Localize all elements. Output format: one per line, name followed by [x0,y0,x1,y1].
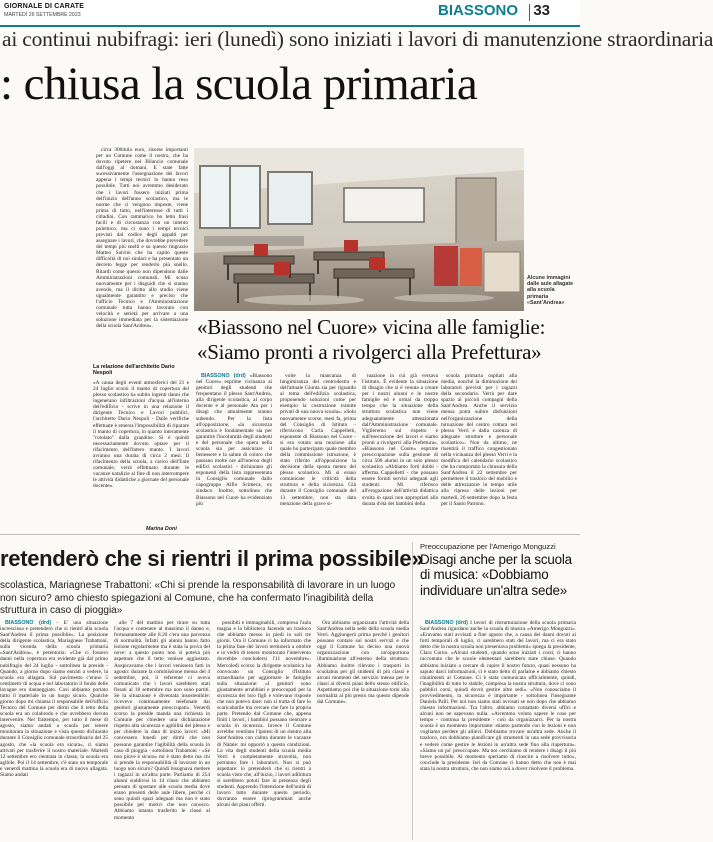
third-story-col2-text: alle 7 del mattino per tirare su tutta l'acqua e contenere al massimo il danno e, fortunatamente alle 8.20 c'era una parvenza di normalità. Infatti gli alunni hanno fatto lezione regolarmente ma è stata la prova del nove: a questo punto non si poteva più aspettare che il tetto venisse aggiustato. Auspicavamo che i lavori venissero fatti in agosto: durante la commissione mensa del 4 settembre, poi, il referente ci aveva comunicato che i lavori sarebbero stati fissati al 18 settembre ma non sono partiti. Se la situazione è diventata insostenibile: ricevevo continuamente telefonate dai genitori giustamente preoccupati». Venerdì scorso la preside manda una richiesta in Comune per chiedere una dichiarazione rispetto alla sicurezza e agibilità del plesso e per chiedere la data di inizio lavori: «Mi concessero lunedì per dirmi che non possono garantire l'agibilità della scuola in caso di pioggia - sottolinea Trabattoni - «Se non piove è sicura» mi è stato detto ma chi si prende la responsabilità di lavorare in un luogo non sicuro? Quindi bisognava mettere i ragazzi in un'altra parte. Parliamo di 254 alunni suddivisi in 14 classi che abbiamo pensato di spostare alle scuola media dove erano presenti delle aule libere, perché ci sono quindi spazi adeguati ma non è stato possibile per motivi che non conosco. Abbiamo intanto trasferito le classi al momento [114,620,210,821]
issue-date: MARTEDÌ 26 SETTEMBRE 2023 [4,12,81,18]
second-story-col1-text: «Biassono nel Cuore» esprime vicinanza ai genitori degli studenti che frequentano il plesso Sant'Andrea, alla dirigente scolastica, al corpo docente e al personale Ata per i disagi che attualmente stanno subendo. Per la lista all'opposizione, «la sicurezza scolastica è fondamentale sia per garantire l'incolumità degli studenti e del personale che opera nella scuola sia per assicurare il benessere e la salute di coloro che passano molte ore all'interno degli edifici scolastici - dichiarano gli esponenti della lista rappresentata in Consiglio comunale dallo capogruppo Alfio Scimeca, ex sindaco. Inoltre, sottolinea che Biassono nel Cuore ha evidenziato più [196,373,272,507]
classroom-photo-image [194,148,524,311]
third-story-col3-text: possibili e immaginabili, compresa l'aula magna e la biblioteca facendo un trasloco che abbiamo messo in piedi in soli tre giorni. Ora il Comune ci ha informato che la prima fase dei lavori terminerà a ottobre e io vedrò di tenere monitorato l'intervento dovrebbe concludersi l'11 novembre». Mercoledì scorso la dirigente scolastica ha convocato un Consiglio d'Istituto straordinario per aggiornare le famiglie sulla situazione: «I genitori sono giustamente arrabbiati e preoccupati per la sicurezza dei loro figli e volevano risposte che non potevo dare: non si tratta di fare lo scaricabarile ma cercare che fare la propria parte. Pretendo dal Comune che, appena finiti i lavori, i bambini possano rientrare a scuola in sicurezza. Invece il Comune avrebbe ventilato l'ipotesi di un rientro alla Sant'Andrea con calma durante le vacanze di Natale: mi opporrò a questo condizioni. La vita degli studenti della scuola media Verri è completamente stravolta, non potranno fare i laboratori. Non si può aspettare: io pretenderò che si rientri a scuola visto che, all'inizio, i lavori adibitura si sarebbero potuti fare in presenza degli studenti. Apprendo l'intenzione dell'unità di lavoro tutto durante questo periodo, dovranno essere riprogrammati anche alcuni dei piani offerti. [217,620,311,809]
second-story-headline: «Biassono nel Cuore» vicina alle famiglie: «Siamo pronti a rivolgerci alla Prefettura» [197,315,546,364]
third-story-column-4 [317,620,409,840]
top-story-subhead: La relazione dell'architetto Dario Nespoli [93,364,175,377]
third-story-column-1 [0,620,108,840]
top-story-quote [93,380,189,530]
side-story-body-text: I lavori di ristrutturazione della scuola primaria Sant'Andrea rigurdano anche la scuola di musica «Amerigo Monguzzi». «Eravamo stati avvisati a fine agosto che, a causa dei danni dovuti ai forti temporali di luglio, ci sarebbero stati dei lavori, ma ci era stato detto che la nostra scuola non presentava problemi» spiega la presidente, Clara Corno. «Alcuni studenti, quando sono iniziati i corsi, ci hanno raccontato che le scuole elementari sarebbero state chiuse. Quando abbiamo iniziato a cercare di capire il nostro futuro, quasi nessuno ha saputo darci informazioni, ci è stato detto di parlarne e abbiamo chiesto chiarimenti al Comune. Ci è stata comunicata ufficialmente, quindi, l'inagibilità di tutto lo stabile, compresa la nostra struttura, dove ci sono pubblici corsi, quindi dovrò gestire altre sedi». «Non conosciamo il provvedimento, la sicurezza è importante - sottolinea l'insegnante Daniela Palli. Per noi non siamo stati avvisati se non dopo che abbiamo chiesto informazioni. Tra l'altro, abbiamo contattato diversi uffici e alcuni non ne sapevano nulla. «Avremmo voluto sapere le cose per tempo - continua la presidente - così da organizzarci. Per la nostra scuola è un momento importante: stiamo partendo con le lezioni e non vogliamo perdere gli allievi. Dobbiamo trovare un'altra sede. Anche il trasloco, ora dobbiamo pianificare gli strumenti in una sede provvisoria e vedere come gestire le lezioni in un'altra sede fino alla riapertura». «Siamo un po' preoccupate. Ma noi cerchiamo di rendere i disagi il più breve possibile. Al momento speriamo di riuscire a risolvere tutto», conclude la presidente. Ieri da Comune ci hanno detto che non è mai stata la nostra struttura, che non siamo noi a dover risolvere il problema. [420,620,576,772]
header-separator [529,4,530,21]
third-story-col4-text: Ora abbiamo organizzato l'attività della Sant'Andrea nella sede della scuola media Verri. Aggiungerò prima perché i genitori possano contare sui nostri servizi e che oggi il Comune ha deciso una nuova organizzazione con un'opportuna illuminazione all'esterno della struttura. Abbiamo inoltre rilevato i trasporti in scuolabus per gli studenti di più classi e alcuni momenti del servizio mensa per le classi ai diversi piani dello stesso edificio. Aspettiamo poi che la situazione torni alla normalità al più presto ma questo dipende dal Comune». [317,620,409,706]
photo-caption: Alcune immagini dalle aule allagate alla scuola primaria «Sant'Andrea» [527,275,574,306]
top-story-headline: : chiusa la scuola primaria [0,58,478,110]
classroom-photo [194,148,524,311]
third-story-dateline: BIASSONO (drd) [5,620,52,626]
top-story-intro-text: circa 300mila euro, risorse importanti per un Comune come il nostro, che ha dovuto ripetere nel Bilancio comunale dall'oggi al domani. E state fatte sucessivamente l'assegnazione dei lavori appena i tempi tecnici lo hanno reso possibile. Tutti noi avremmo desiderato che i lavori fossero iniziati prima dell'inizio dell'anno scolastico, ma le norme che ci vengono imposte, viene prima di tutto, nell'interesse di tutti i cittadini. Con rammarico ho letto frasi facili e di circostanza con un intento polemico, ma ci sono i tempi tecnici previsti dal codice degli appalti per assegnare i lavori, che dovrebbe prevedere dei tempi più snelli e su questo ringrazio Matteo Salvini che ha capito queste difficoltà di noi sindaci e ha presentato un decreto legge per renderlo più snello. Ritardi come questo non dipendono dalle Amministrazioni comunali. Mi scuso nuovamente per i disguidi che si stanno avendo, ma il diritto allo studio viene ugualmente garantito e preciso che l'ufficio Tecnico e l'Amministrazione comunale tutta hanno lavorato con velocità e serietà per arrivare a una soluzione immediata per la sistemazione della scuola Sant'Andrea». [96,147,188,330]
page-number: 33 [533,2,550,19]
third-story-headline: retenderò che si rientri il prima possibile» [0,546,424,571]
top-story-kicker: ai continui nubifragi: ieri (lunedì) sono iniziati i lavori di manutenzione straordinaria [2,27,713,51]
second-story-col3-text: tuazione in cui già versava l'istituto. È evidente la situazione di disagio che si è venuta a creare per i nostri alunni e le nostre famiglie ed è ormai da troppo tempo che la situazione della struttura scolastica non viene adeguatamente attenzionata dall'Amministrazione comunale. Vigileremo sul rispetto e sull'esecuzione dei lavori e siamo pronti a rivolgerci alla Prefettura». «Biassono nel Cuore» esprime preoccupazione sulla gestione di circa 500 alunni in un solo plesso scolastico «Abbiamo forti dubbi - afferma Cappelletti - che possano essere forniti servizi adeguati agli studenti. Mi riferisco all'erogazione dell'attività didattica svolta in spazi non appropriati alla durata d'età dei bambini della [362,373,438,507]
side-story-body [420,620,576,840]
second-story-col4-text: scuola primaria ospitati alla media, nonché la diminuzione dei laboratori previsti per i ragazzi della secondaria. Verrà per dare spazio ai piccoli compagni della Sant'Andrea. Anche il servizio mensa potrà subire disfunzioni nell'organizzazione della turnazione del centro cottura nel plesso Verri e dalla carenza di adeguate strutture e personale scolastico». Non da ultimo, ne risentirà il traffico congestionato nella vicinanza del plesso Verri e la modifica del calendario scolastico che ha comportato la chiusura della Sant'Andrea il 22 settembre per permettere il trasloco del mobilio e delle attrezzature in tempo utile alla ripresa delle lezioni per martedì, 26 settembre dopo la festa per il Santo Patrono. [441,373,517,507]
section-divider [0,534,580,535]
third-story-col1-text: - E' una situazione incresciosa e pretenderò che si rientri alla scuola Sant'Andrea il prima possibile». La posizione della dirigente scolastica, Mariagnese Trabattoni, sulla vicenda della scuola primaria «Sant'Andrea», è perentoria: «Che ci fossero danni nella copertura era evidente già dal primo nubifragio del 24 luglio - sottolinea la preside - Quando, a giorno dopo siamo entrati a vedere, la scuola era allagata. Sul pavimento c'erano 5 centimetri di acqua e nel laboratorio il fondo delle lavagne era danneggiato. Così abbiamo portato tutto il materiale in un luogo sicuro. Qualche giorno dopo mi chiama il responsabile dell'ufficio Tecnico del Comune per dirmi che il tetto della scuola era un colabrodo e che avrebbero dovuto intervenire. Nel frattempo, per tutto il mese di agosto, siamo andati a scuola per tenere monitorata la situazione e vista questo dichiarato durante il Consiglio comunale straordinario del 25 agosto, che «la scuola era sicura», ci siamo attivati per trasferire il nostro materiale. Martedì 12 settembre ero rientrata in classe, la scuola era agibile. Poi il 14 settembre, c'è stato un temporale e venerdì mattina la scuola era di nuovo allagata. Siamo andati [0,620,108,778]
page-header [0,0,580,26]
second-story-dateline: BIASSONO (drd) [201,373,246,379]
third-story-column-3 [217,620,311,840]
author-signature: Marina Doni [146,526,177,532]
top-story-quote-text: «A causa degli eventi atmosferici del 21 e 24 luglio scorsi il manto di copertura del plesso scolastico ha subito ingenti danni che ingenerano infiltrazioni d'acqua all'interno dell'edificio - scrive in una relazione il dirigente Tecnico e Lavori pubblici, l'architetto Dario Nespoli - Dalle verifiche effettuate è emersa l'impossibilità di riparare il manto di copertura, in quanto interamente "rotolato" dalla grandine. Si è quindi necessariamente dovuto optare per il rifacimento dell'intero manto. I lavori avranno una durata di circa 2 mesi. Il rifacimento della scuola, a carico dell'Ente comunale, verrà effettuato durante le vacanze natalizie al fine di non interrompere le attività didattiche a giornate del personale docente». [93,380,189,490]
second-story-column-4 [441,373,517,531]
column-divider [412,542,413,840]
side-story-dateline: BIASSONO (drd) [425,620,468,626]
side-story-kicker: Preoccupazione per l'Amerigo Monguzzi [420,542,556,551]
second-story-col2-text: volte la mancanza di lungimiranza del centrodestra e dell'attuale Giunta sia per riguardo al tema dell'edilizia scolastica, proponendo soluzioni come per esempio la costruzione tramite privati di una nuova scuola». «Solo nuovamente scorse, mesi fa, prima del Consiglio di Istituto - riferiscono Carla Cappelletti, esponente di Biassono nel Cuore - si era votata una mozione alla quale ho partecipato quale membro della commissione istruzione, è stato riferito all'opposizione la decisione della sposta mento del plesso scolastico. Mi si erano comunicate le criticità della struttura e della sicurezza. Già durante il Consiglio comunale del 13 settembre, non sta data menzione della grave si- [280,373,356,507]
top-story-intro [96,147,188,360]
side-story-headline: Disagi anche per la scuola di musica: «Dobbiamo individuare un'altra sede» [420,552,572,598]
third-story-column-2 [114,620,210,840]
section-name: BIASSONO [437,2,518,19]
third-story-deck: scolastica, Mariagnese Trabattoni: «Chi si prende la responsabilità di lavorare in un luogo non sicuro? amo chiesto spiegazioni al Comune, che ha confermato l'inagibilità della struttura in caso di pioggia» [0,580,396,616]
second-story-column-3 [362,373,438,531]
second-story-column-2 [280,373,356,531]
newspaper-name: GIORNALE DI CARATE [4,3,85,10]
second-story-column-1 [196,373,272,531]
